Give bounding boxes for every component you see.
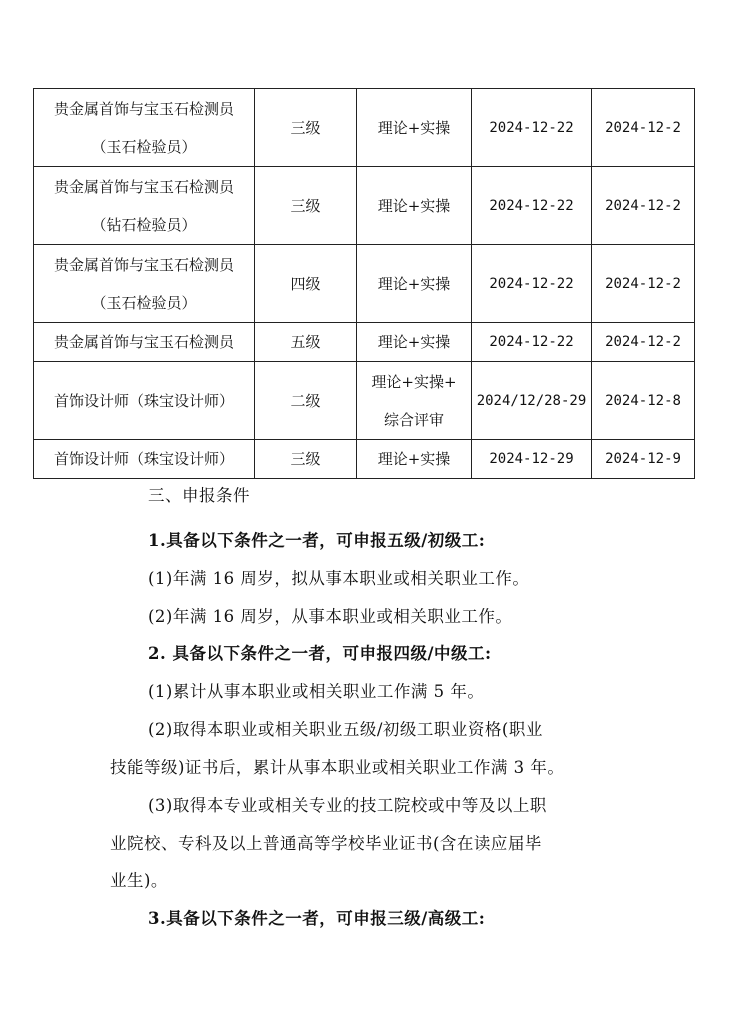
date-cell: 2024-12-22 <box>472 245 592 323</box>
date-cell: 2024-12-29 <box>472 440 592 479</box>
method-text: 理论+实操 <box>377 274 451 293</box>
method-text: 理论+实操 <box>377 196 451 215</box>
date-cell: 2024-12-2 <box>592 323 695 362</box>
date-cell: 2024-12-2 <box>592 89 695 167</box>
condition-item: (2)年满 16 周岁，从事本职业或相关职业工作。 <box>148 607 513 626</box>
date-cell: 2024-12-22 <box>472 167 592 245</box>
condition-item: (1)年满 16 周岁，拟从事本职业或相关职业工作。 <box>148 569 530 588</box>
date-cell: 2024-12-2 <box>592 245 695 323</box>
occupation-subtype: （玉石检验员） <box>91 137 197 156</box>
occupation-name: 贵金属首饰与宝玉石检测员 <box>53 333 234 351</box>
condition-item-continued: 业生)。 <box>110 871 168 890</box>
condition-heading: 3.具备以下条件之一者，可申报三级/高级工: <box>148 909 486 928</box>
date-cell: 2024-12-22 <box>472 323 592 362</box>
occupation-subtype: （玉石检验员） <box>91 293 197 312</box>
occupation-name: 贵金属首饰与宝玉石检测员 <box>53 99 234 118</box>
condition-heading: 2. 具备以下条件之一者，可申报四级/中级工: <box>148 644 492 663</box>
date-cell: 2024/12/28-29 <box>472 362 592 440</box>
condition-heading: 1.具备以下条件之一者，可申报五级/初级工: <box>148 531 486 550</box>
occupation-name: 首饰设计师（珠宝设计师） <box>53 450 234 468</box>
method-text: 理论+实操 <box>377 333 451 351</box>
condition-item: (3)取得本专业或相关专业的技工院校或中等及以上职 <box>148 796 547 815</box>
date-cell: 2024-12-8 <box>592 362 695 440</box>
occupation-name: 贵金属首饰与宝玉石检测员 <box>53 177 234 196</box>
condition-item-continued: 技能等级)证书后，累计从事本职业或相关职业工作满 3 年。 <box>110 758 565 777</box>
condition-item: (2)取得本职业或相关职业五级/初级工职业资格(职业 <box>148 720 543 739</box>
section-title: 三、申报条件 <box>148 486 250 505</box>
level-cell: 三级 <box>255 89 357 167</box>
level-cell: 四级 <box>255 245 357 323</box>
condition-item: (1)累计从事本职业或相关职业工作满 5 年。 <box>148 682 485 701</box>
condition-item-continued: 业院校、专科及以上普通高等学校毕业证书(含在读应届毕 <box>110 834 542 853</box>
occupation-name: 贵金属首饰与宝玉石检测员 <box>53 255 234 274</box>
method-text: 理论+实操 <box>377 450 451 468</box>
date-cell: 2024-12-2 <box>592 167 695 245</box>
date-cell: 2024-12-9 <box>592 440 695 479</box>
level-cell: 二级 <box>255 362 357 440</box>
level-cell: 三级 <box>255 167 357 245</box>
method-text: 理论+实操+ <box>371 372 457 391</box>
level-cell: 三级 <box>255 440 357 479</box>
method-text: 理论+实操 <box>377 118 451 137</box>
level-cell: 五级 <box>255 323 357 362</box>
method-text: 综合评审 <box>383 410 444 429</box>
date-cell: 2024-12-22 <box>472 89 592 167</box>
occupation-subtype: （钻石检验员） <box>91 215 197 234</box>
occupation-name: 首饰设计师（珠宝设计师） <box>53 391 234 410</box>
